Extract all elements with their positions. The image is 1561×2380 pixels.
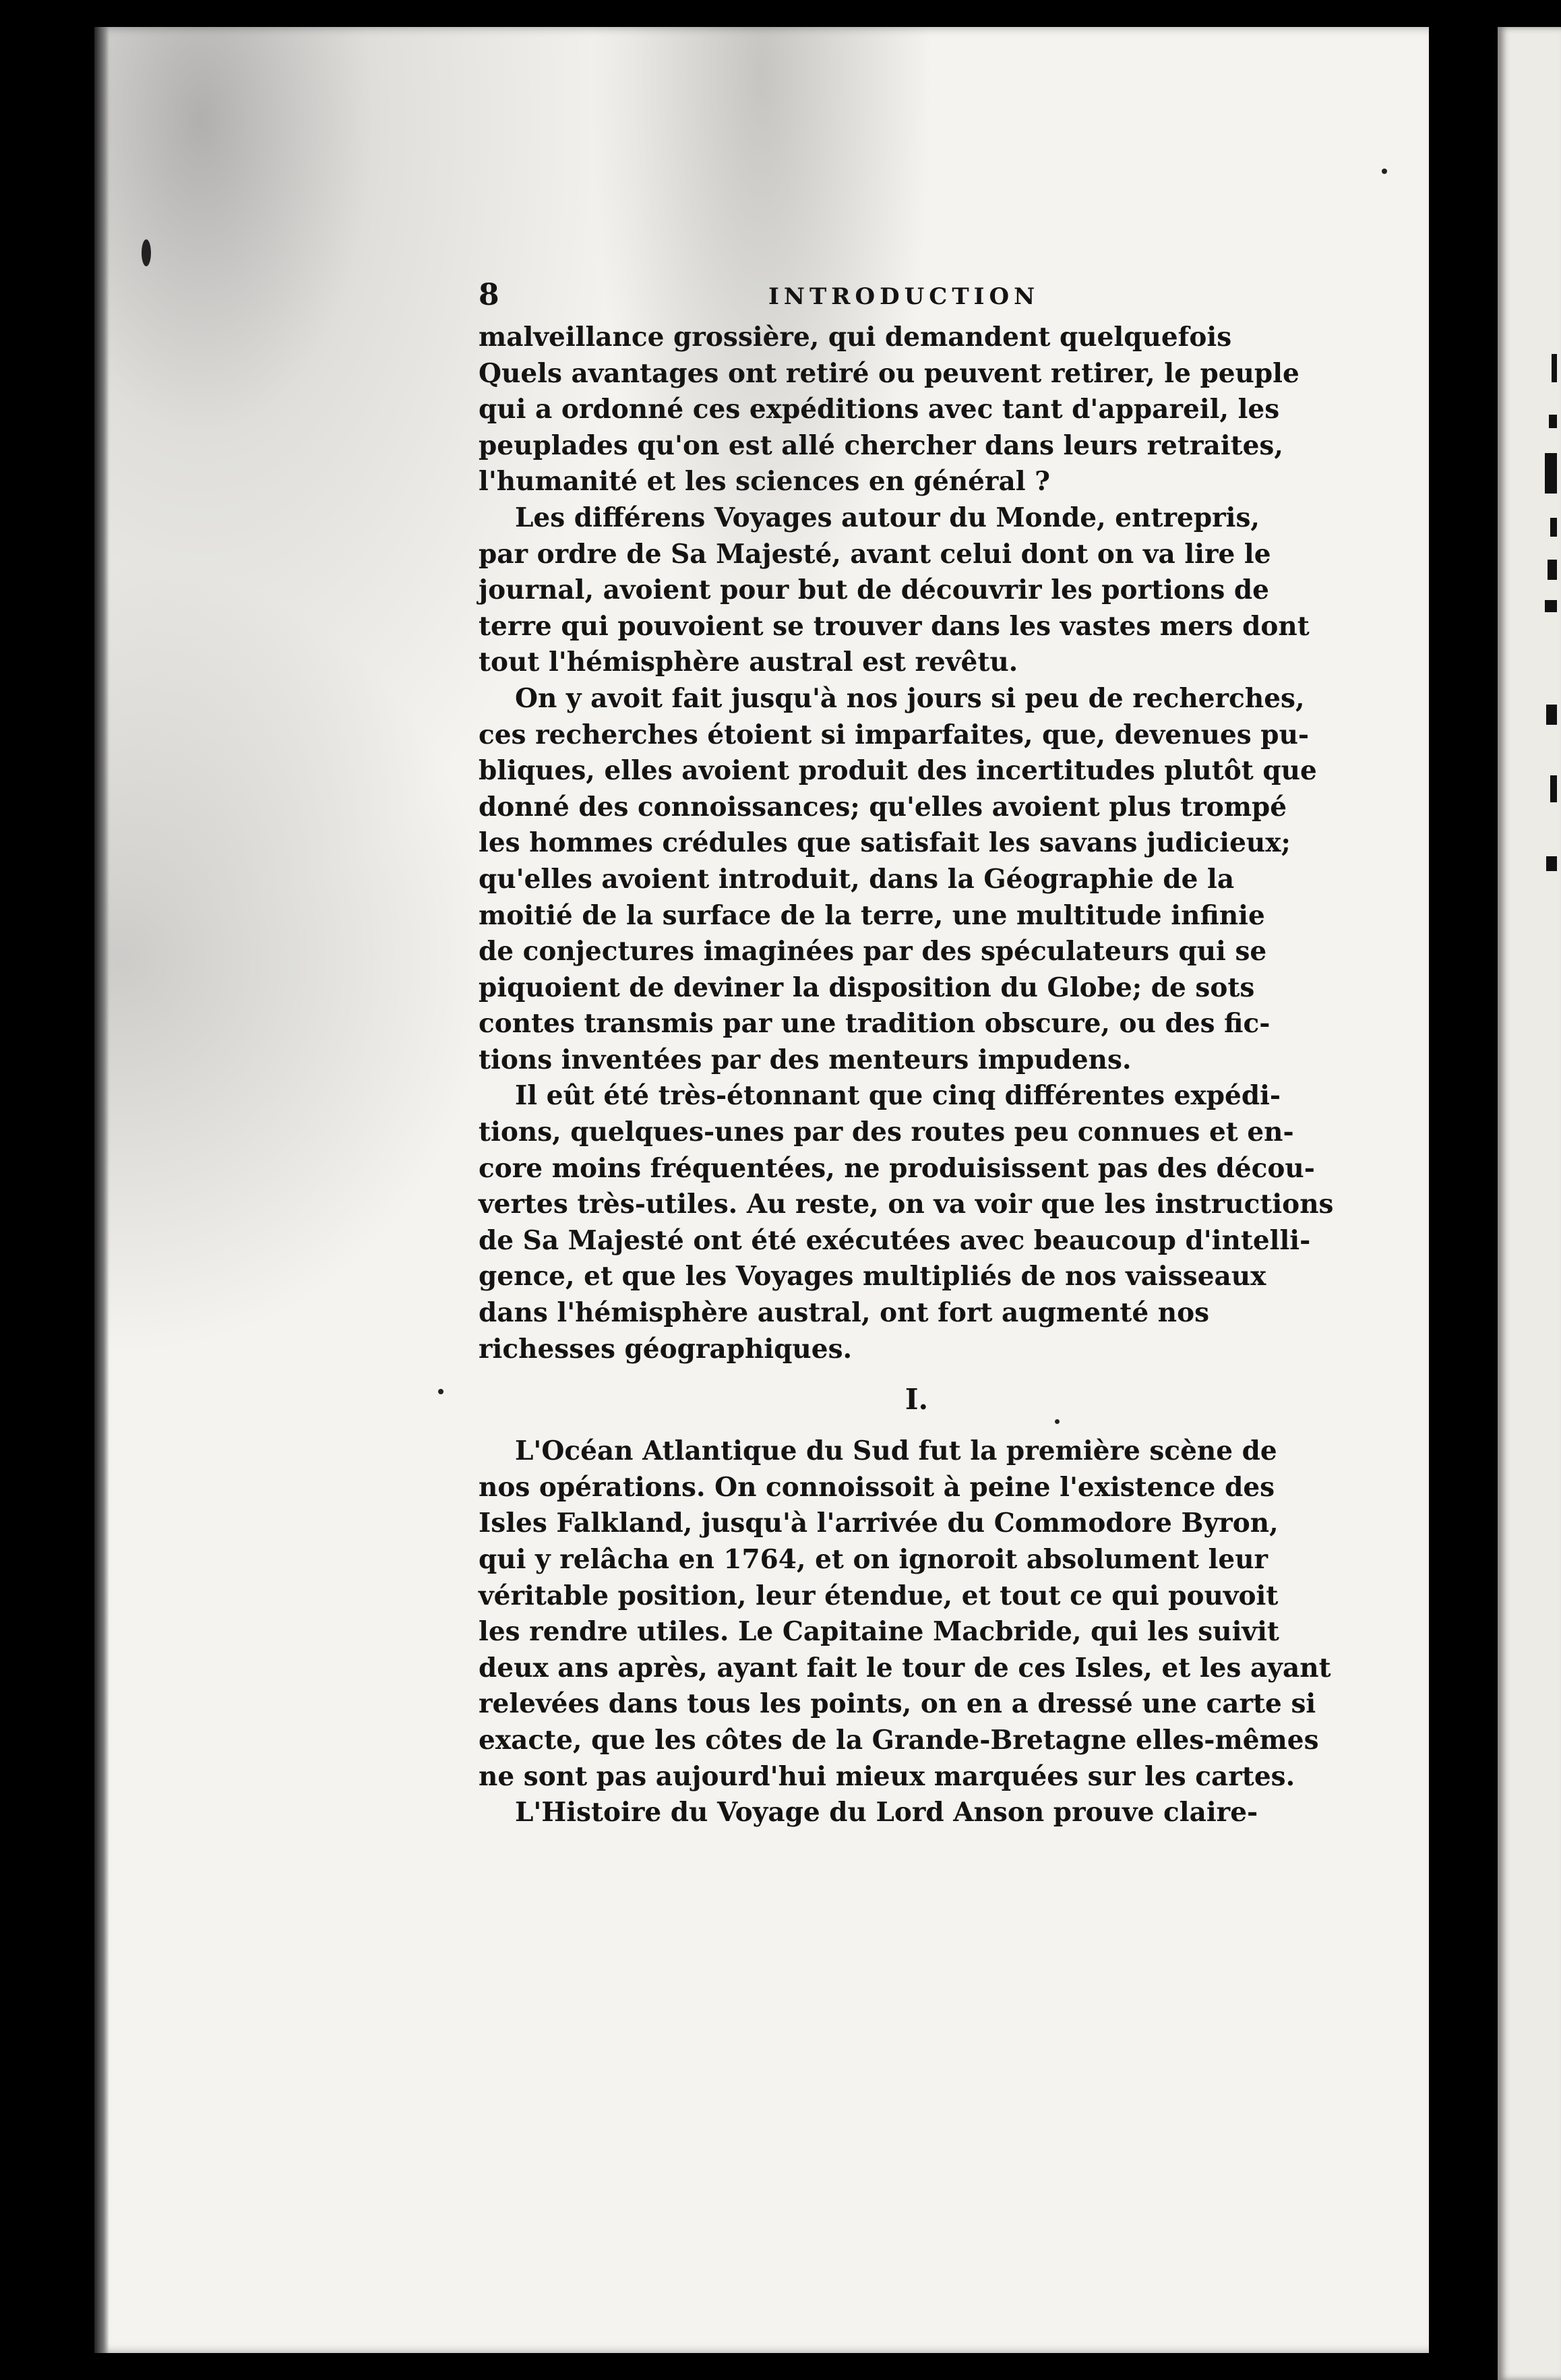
paper-speck: [1382, 169, 1387, 174]
text-block: [479, 278, 1355, 1831]
paragraph: L'Histoire du Voyage du Lord Anson prouve claire-: [515, 1797, 1258, 1828]
page-number: 8: [479, 278, 499, 312]
adjacent-page-edge: [1498, 27, 1561, 2380]
running-head-title: INTRODUCTION: [768, 283, 1040, 310]
paragraph: Les différens Voyages autour du Monde, entrepris, par ordre de Sa Majesté, avant celui dont on va lire le journal, avoient pour but de découvrir les portions de terre qui pouvoient se trouver dans les vastes mers dont tout l'hémisphère austral est revêtu.: [479, 502, 1310, 678]
paragraph: Il eût été très-étonnant que cinq différentes expédi- tions, quelques-unes par des routes peu connues et en- core moins fréquentées, ne produisissent pas des décou- vertes très-utiles. Au reste, on va voir que les instructions de Sa Majesté ont été exécutées avec beaucoup d'intelli- gence, et que les Voyages multipliés de nos vaisseaux dans l'hémisphère austral, ont fort augmenté nos richesses géographiques.: [479, 1080, 1334, 1365]
section-numeral: I.: [905, 1383, 929, 1417]
paragraph-continuation: malveillance grossière, qui demandent quelquefois Quels avantages ont retiré ou peuvent retirer, le peuple qui a ordonné ces expéditions avec tant d'appareil, les peuplades qu'on est allé chercher dans leurs retraites, l'humanité et les sciences en général ?: [479, 322, 1299, 498]
paragraph: L'Océan Atlantique du Sud fut la première scène de nos opérations. On connoissoit à peine l'existence des Isles Falkland, jusqu'à l'arrivée du Commodore Byron, qui y relâcha en 1764, et on ignoroit absolument leur véritable position, leur étendue, et tout ce qui pouvoit les rendre utiles. Le Capitaine Macbride, qui les suivit deux ans après, ayant fait le tour de ces Isles, et les ayant relevées dans tous les points, on en a dressé une carte si exacte, que les côtes de la Grande-Bretagne elles-mêmes ne sont pas aujourd'hui mieux marquées sur les cartes.: [479, 1435, 1331, 1792]
running-head: [479, 278, 1355, 314]
page-gutter-shadow: [94, 27, 109, 2353]
paper-speck: [438, 1389, 443, 1394]
paper-speck: [142, 239, 151, 266]
paragraph: On y avoit fait jusqu'à nos jours si peu de recherches, ces recherches étoient si imparfaites, que, devenues pu- bliques, elles avoient produit des incertitudes plutôt que donné des connoissances; qu'elles avoient plus trompé les hommes crédules que satisfait les savans judicieux; qu'elles avoient introduit, dans la Géographie de la moitié de la surface de la terre, une multitude infinie de conjectures imaginées par des spéculateurs qui se piquoient de deviner la disposition du Globe; de sots contes transmis par une tradition obscure, ou des fic- tions inventées par des menteurs impudens.: [479, 682, 1317, 1075]
